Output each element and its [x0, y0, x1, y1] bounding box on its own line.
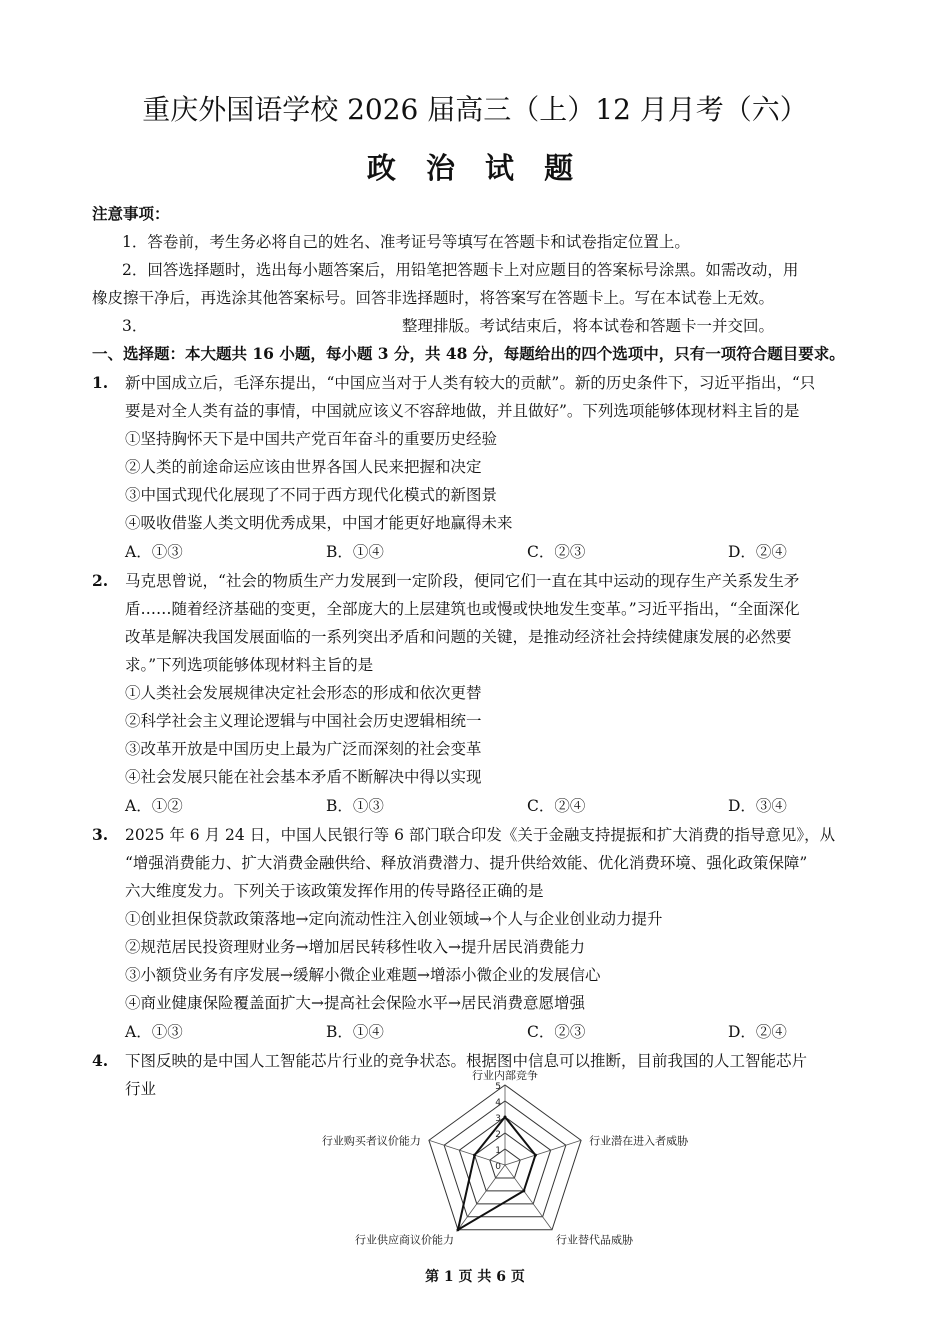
- statement: ④社会发展只能在社会基本矛盾不断解决中得以实现: [125, 768, 482, 786]
- question-number: 2.: [92, 571, 109, 590]
- option-c: C．②④: [527, 797, 586, 815]
- statement: ③改革开放是中国历史上最为广泛而深刻的社会变革: [125, 740, 482, 758]
- notes-item: 1．答卷前，考生务必将自己的姓名、准考证号等填写在答题卡和试卷指定位置上。: [122, 233, 690, 251]
- notes-heading: 注意事项：: [92, 204, 170, 223]
- axis-label: 行业供应商议价能力: [354, 1233, 454, 1247]
- question-number: 3.: [92, 825, 109, 844]
- notes-item: 橡皮擦干净后，再选涂其他答案标号。回答非选择题时，将答案写在答题卡上。写在本试卷上无效。: [92, 289, 775, 307]
- statement: ②科学社会主义理论逻辑与中国社会历史逻辑相统一: [125, 712, 482, 730]
- scale-label: 4: [495, 1098, 501, 1108]
- scale-label: 2: [495, 1130, 501, 1140]
- option-d: D．③④: [728, 797, 787, 815]
- question-stem: 2025 年 6 月 24 日，中国人民银行等 6 部门联合印发《关于金融支持提振和扩大消费的指导意见》，从: [125, 826, 836, 844]
- statement: ④商业健康保险覆盖面扩大→提高社会保险水平→居民消费意愿增强: [125, 994, 585, 1012]
- question-stem: 改革是解决我国发展面临的一系列突出矛盾和问题的关键，是推动经济社会持续健康发展的必然要: [125, 628, 792, 646]
- option-a: A．①②: [125, 797, 183, 815]
- notes-item: 2．回答选择题时，选出每小题答案后，用铅笔把答题卡上对应题目的答案标号涂黑。如需改动，用: [122, 261, 799, 279]
- axis-label: 行业内部竞争: [472, 1070, 538, 1082]
- option-b: B．①④: [326, 1023, 384, 1041]
- exam-subtitle: 政 治 试 题: [366, 151, 584, 185]
- question-stem: 新中国成立后，毛泽东提出，“中国应当对于人类有较大的贡献”。新的历史条件下，习近平指出，“只: [125, 374, 816, 392]
- axis-label: 行业购买者议价能力: [321, 1134, 421, 1148]
- data-point: [473, 1154, 476, 1157]
- option-b: B．①③: [326, 797, 384, 815]
- axis-label: 行业替代品威胁: [556, 1233, 634, 1247]
- statement: ①人类社会发展规律决定社会形态的形成和依次更替: [125, 684, 482, 702]
- data-point: [534, 1154, 537, 1157]
- data-point: [504, 1116, 507, 1119]
- statement: ②人类的前途命运应该由世界各国人民来把握和决定: [125, 458, 482, 476]
- scale-label: 3: [495, 1114, 501, 1124]
- question-stem: “增强消费能力、扩大消费金融供给、释放消费潜力、提升供给效能、优化消费环境、强化政策保障”: [125, 854, 808, 872]
- axis-label: 行业潜在进入者威胁: [589, 1134, 689, 1148]
- question-stem: 求。”下列选项能够体现材料主旨的是: [125, 656, 374, 674]
- option-c: C．②③: [527, 1023, 586, 1041]
- scale-label: 5: [495, 1082, 501, 1092]
- statement: ④吸收借鉴人类文明优秀成果，中国才能更好地赢得未来: [125, 514, 513, 532]
- data-point: [456, 1228, 459, 1231]
- section-heading: 一、选择题：本大题共 16 小题，每小题 3 分，共 48 分，每题给出的四个选项中，只有一项符合题目要求。: [92, 344, 845, 363]
- question-number: 4.: [92, 1051, 109, 1070]
- statement: ①坚持胸怀天下是中国共产党百年奋斗的重要历史经验: [125, 430, 498, 448]
- page-footer: 第 1 页 共 6 页: [425, 1269, 525, 1285]
- data-point: [522, 1189, 525, 1192]
- notes-item: 整理排版。考试结束后，将本试卷和答题卡一并交回。: [402, 317, 775, 335]
- option-a: A．①③: [125, 1023, 183, 1041]
- option-b: B．①④: [326, 543, 384, 561]
- statement: ③中国式现代化展现了不同于西方现代化模式的新图景: [125, 486, 498, 504]
- question-stem: 要是对全人类有益的事情，中国就应该义不容辞地做，并且做好”。下列选项能够体现材料主旨的是: [125, 402, 800, 420]
- notes-item: 3．: [122, 317, 148, 335]
- question-stem: 下图反映的是中国人工智能芯片行业的竞争状态。根据图中信息可以推断，目前我国的人工智能芯片: [125, 1052, 808, 1070]
- question-number: 1.: [92, 373, 109, 392]
- scale-label: 1: [495, 1146, 501, 1156]
- axis-spoke: [505, 1140, 581, 1165]
- question-stem: 行业: [125, 1080, 157, 1098]
- radar-chart: [300, 1070, 720, 1260]
- exam-title: 重庆外国语学校 2026 届高三（上）12 月月考（六）: [142, 93, 808, 126]
- question-stem: 马克思曾说，“社会的物质生产力发展到一定阶段，便同它们一直在其中运动的现存生产关系发生矛: [125, 572, 800, 590]
- question-stem: 盾……随着经济基础的变更，全部庞大的上层建筑也或慢或快地发生变革。”习近平指出，“全面深化: [125, 600, 800, 618]
- statement: ①创业担保贷款政策落地→定向流动性注入创业领域→个人与企业创业动力提升: [125, 910, 663, 928]
- scale-label: 0: [495, 1162, 501, 1172]
- option-c: C．②③: [527, 543, 586, 561]
- axis-spoke: [429, 1140, 505, 1165]
- statement: ③小额贷业务有序发展→缓解小微企业难题→增添小微企业的发展信心: [125, 966, 601, 984]
- option-a: A．①③: [125, 543, 183, 561]
- option-d: D．②④: [728, 543, 787, 561]
- question-stem: 六大维度发力。下列关于该政策发挥作用的传导路径正确的是: [125, 882, 544, 900]
- statement: ②规范居民投资理财业务→增加居民转移性收入→提升居民消费能力: [125, 938, 585, 956]
- option-d: D．②④: [728, 1023, 787, 1041]
